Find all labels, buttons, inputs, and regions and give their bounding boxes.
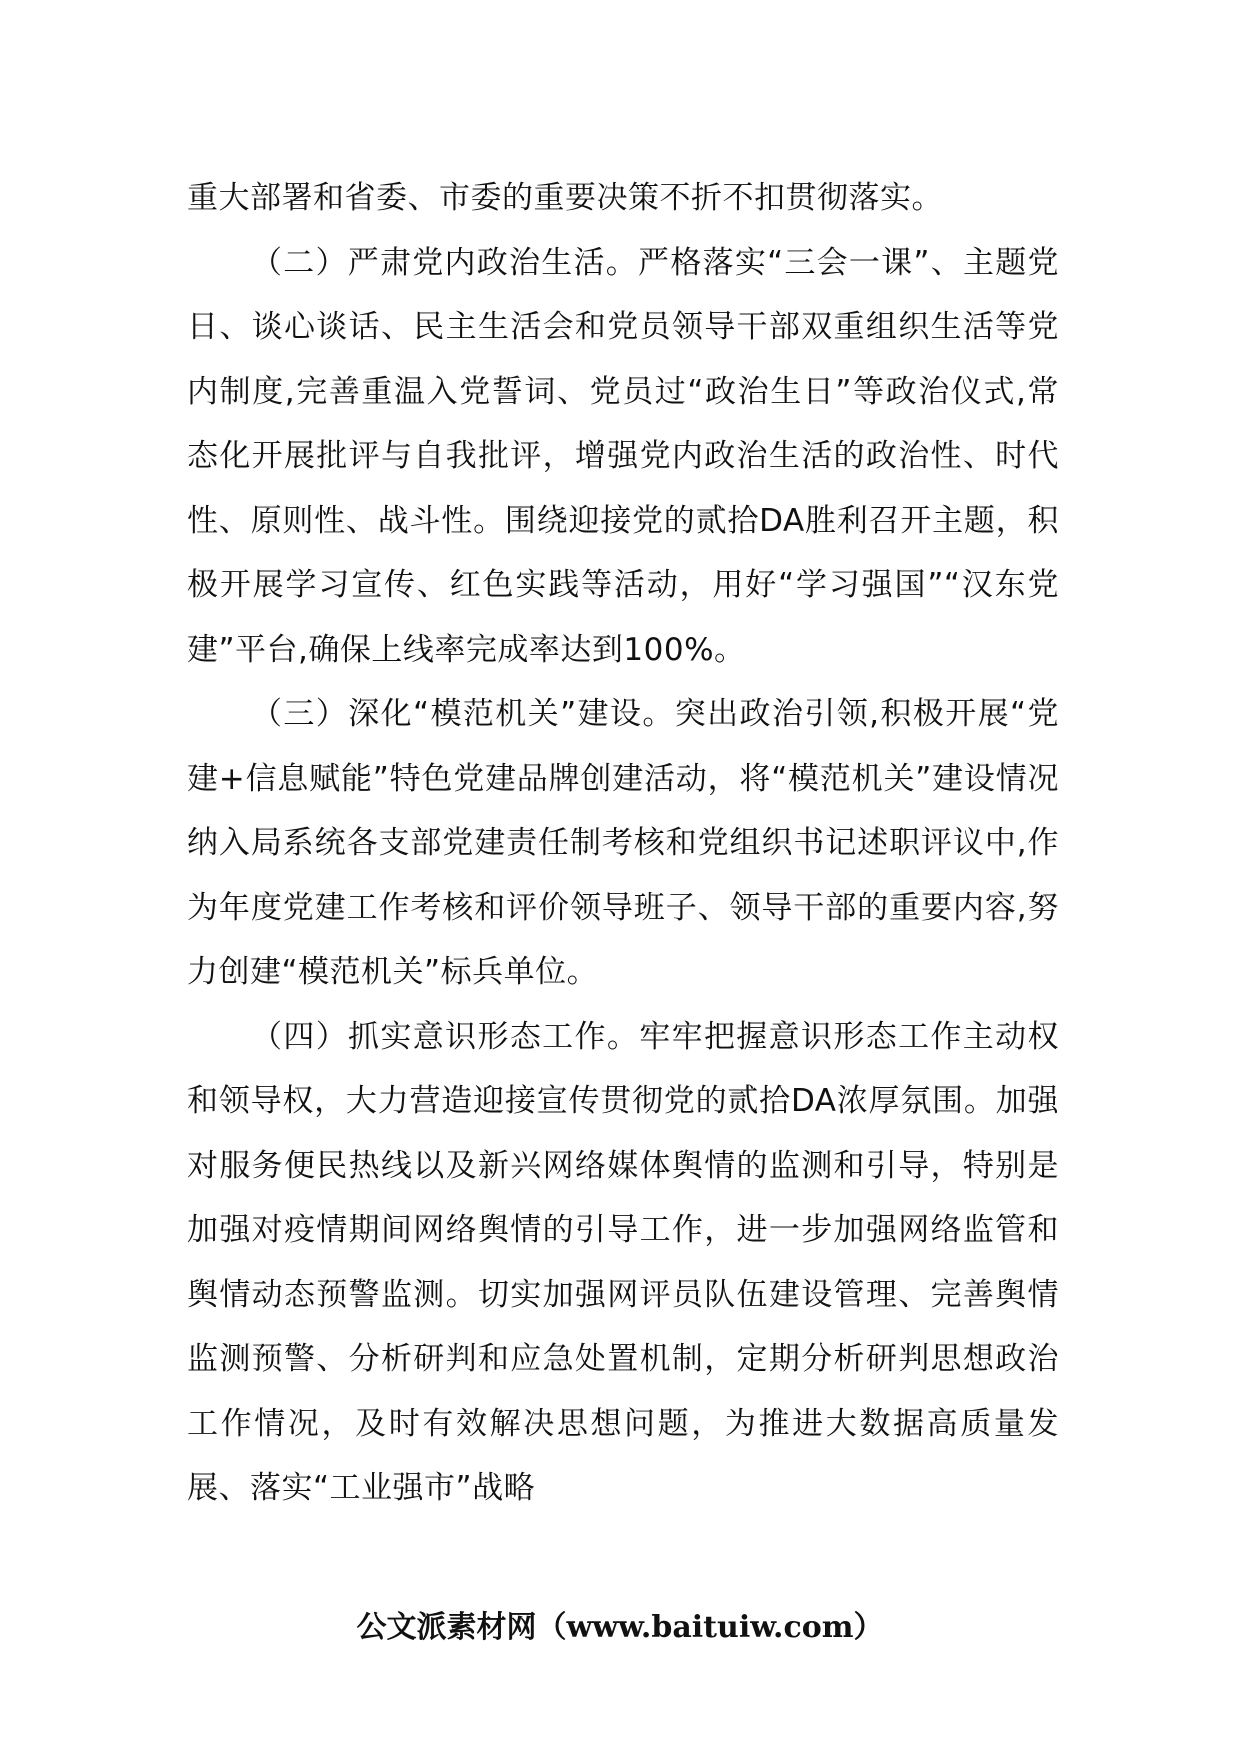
paragraph-section-2: （二）严肃党内政治生活。严格落实“三会一课”、主题党日、谈心谈话、民主生活会和党员领导干部双重组织生活等党内制度,完善重温入党誓词、党员过“政治生日”等政治仪式,常态化开展批评与自我批评，增强党内政治生活的政治性、时代性、原则性、战斗性。围绕迎接党的贰拾DA胜利召开主题，积极开展学习宣传、红色实践等活动，用好“学习强国”“汉东党建”平台,确保上线率完成率达到100%。 (187, 244, 1059, 668)
document-body (187, 166, 1059, 1521)
paragraph-section-3: （三）深化“模范机关”建设。突出政治引领,积极开展“党建+信息赋能”特色党建品牌创建活动，将“模范机关”建设情况纳入局系统各支部党建责任制考核和党组织书记述职评议中,作为年度党建工作考核和评价领导班子、领导干部的重要内容,努力创建“模范机关”标兵单位。 (187, 696, 1059, 990)
paragraph-section-4: （四）抓实意识形态工作。牢牢把握意识形态工作主动权和领导权，大力营造迎接宣传贯彻党的贰拾DA浓厚氛围。加强对服务便民热线以及新兴网络媒体舆情的监测和引导，特别是加强对疫情期间网络舆情的引导工作，进一步加强网络监管和舆情动态预警监测。切实加强网评员队伍建设管理、完善舆情监测预警、分析研判和应急处置机制，定期分析研判思想政治工作情况，及时有效解决思想问题，为推进大数据高质量发展、落实“工业强市”战略 (187, 1018, 1059, 1506)
paragraph-continuation: 重大部署和省委、市委的重要决策不折不扣贯彻落实。 (187, 180, 943, 216)
footer-watermark: 公文派素材网（www.baituiw.com） (356, 1610, 884, 1645)
